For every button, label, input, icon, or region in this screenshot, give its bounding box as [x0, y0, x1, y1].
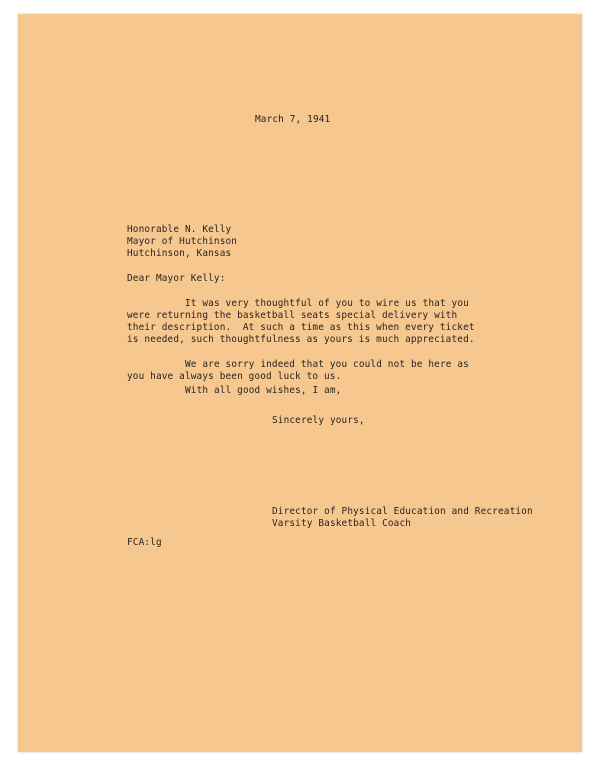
letter-date: March 7, 1941 [255, 114, 331, 125]
paragraph-1-line-3: their description. At such a time as this when every ticket [127, 322, 475, 333]
recipient-title: Mayor of Hutchinson [127, 236, 238, 247]
letter-page [18, 14, 582, 752]
signature-title-line-1: Director of Physical Education and Recreation [272, 506, 533, 517]
salutation: Dear Mayor Kelly: [127, 273, 226, 284]
paragraph-1-line-4: is needed, such thoughtfulness as yours is much appreciated. [127, 334, 475, 345]
recipient-name: Honorable N. Kelly [127, 224, 232, 235]
signature-title-line-2: Varsity Basketball Coach [272, 518, 412, 529]
paragraph-3: With all good wishes, I am, [185, 385, 342, 396]
paragraph-1-line-1: It was very thoughtful of you to wire us that you [185, 298, 469, 309]
recipient-location: Hutchinson, Kansas [127, 248, 232, 259]
paragraph-2-line-2: you have always been good luck to us. [127, 371, 342, 382]
closing: Sincerely yours, [272, 415, 365, 426]
typist-initials: FCA:lg [127, 537, 162, 548]
paragraph-2-line-1: We are sorry indeed that you could not be here as [185, 359, 469, 370]
paragraph-1-line-2: were returning the basketball seats special delivery with [127, 310, 458, 321]
